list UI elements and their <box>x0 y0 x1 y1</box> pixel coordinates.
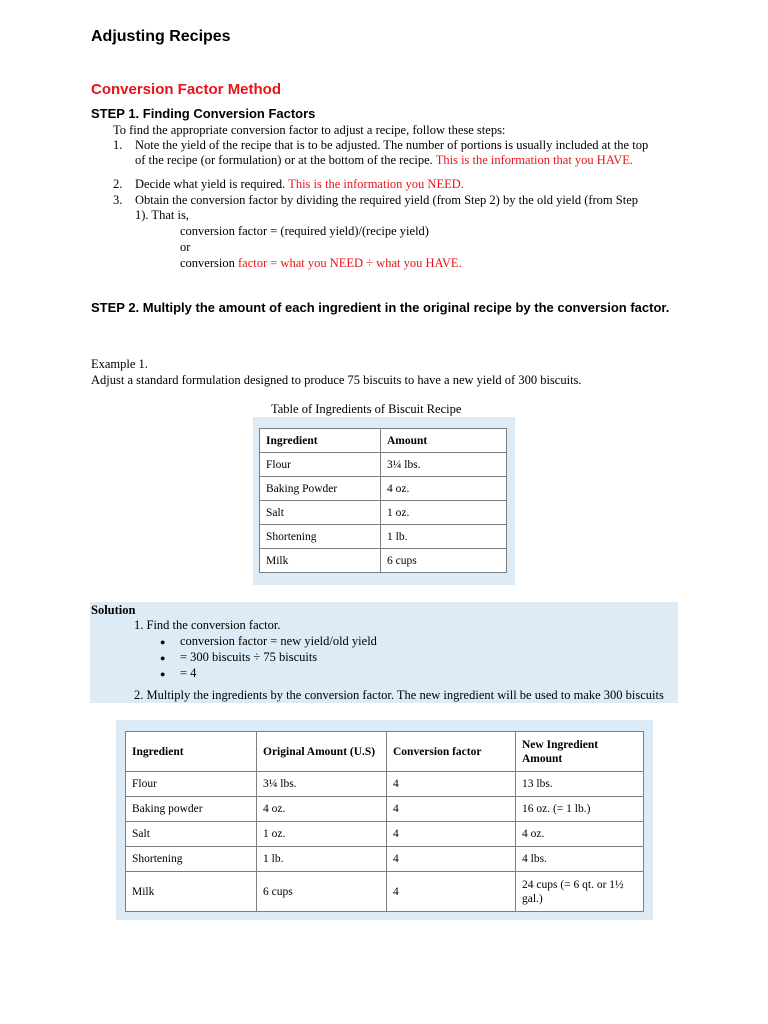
ingredients-table <box>259 428 507 573</box>
bullet-text: conversion factor = new yield/old yield <box>180 634 377 648</box>
item2-text: Decide what yield is required. <box>135 177 286 191</box>
formula2-highlight: factor = what you NEED ÷ what you HAVE. <box>237 256 462 270</box>
table-cell: Flour <box>260 453 381 477</box>
solution-label: Solution <box>91 603 136 617</box>
formula2-text: conversion <box>180 256 235 270</box>
table-cell: Baking Powder <box>260 477 381 501</box>
table-caption: Table of Ingredients of Biscuit Recipe <box>271 402 462 416</box>
step1-title: STEP 1. Finding Conversion Factors <box>91 106 316 121</box>
bullet-icon: ● <box>160 653 166 663</box>
table-row <box>126 872 644 912</box>
step2-title: STEP 2. Multiply the amount of each ingredient in the original recipe by the conversion factor. <box>91 300 670 315</box>
method-title: Conversion Factor Method <box>91 81 282 98</box>
table-cell: 4 <box>387 772 516 797</box>
table-header: Ingredient <box>260 429 381 453</box>
table-row <box>260 477 507 501</box>
table-header: Conversion factor <box>387 732 516 772</box>
table-cell: 4 oz. <box>381 477 507 501</box>
table-cell: Milk <box>126 872 257 912</box>
table-row <box>126 772 644 797</box>
table-row <box>260 501 507 525</box>
table-cell: 4 <box>387 847 516 872</box>
ingredients-table-panel <box>253 417 515 585</box>
step1-item-2 <box>113 177 673 192</box>
have-info-note: This is the information that you HAVE. <box>435 153 634 167</box>
table-cell: 13 lbs. <box>516 772 644 797</box>
table-row <box>126 822 644 847</box>
table-row <box>260 549 507 573</box>
item-number: 1. <box>113 138 123 152</box>
step1-intro: To find the appropriate conversion factor to adjust a recipe, follow these steps: <box>113 123 506 137</box>
solution-bullet <box>160 650 317 665</box>
table-row <box>126 847 644 872</box>
table-cell: 6 cups <box>381 549 507 573</box>
bullet-text: = 4 <box>180 666 197 680</box>
table-cell: 4 oz. <box>257 797 387 822</box>
example-text: Adjust a standard formulation designed to produce 75 biscuits to have a new yield of 300 biscuits. <box>91 373 582 387</box>
table-cell: Milk <box>260 549 381 573</box>
solution-step1: 1. Find the conversion factor. <box>134 618 281 632</box>
bullet-icon: ● <box>160 669 166 679</box>
result-table <box>125 731 644 912</box>
table-cell: 1 oz. <box>257 822 387 847</box>
table-cell: Shortening <box>260 525 381 549</box>
table-cell: Salt <box>260 501 381 525</box>
formula-1: conversion factor = (required yield)/(recipe yield) <box>180 224 429 238</box>
table-cell: Salt <box>126 822 257 847</box>
table-cell: Shortening <box>126 847 257 872</box>
table-header: Amount <box>381 429 507 453</box>
item1-line2: of the recipe (or formulation) or at the bottom of the recipe. <box>135 153 433 167</box>
formula-2 <box>180 256 462 271</box>
table-row <box>260 525 507 549</box>
table-row <box>260 453 507 477</box>
table-cell: 4 <box>387 822 516 847</box>
table-cell: 3¼ lbs. <box>381 453 507 477</box>
solution-bullet <box>160 634 377 649</box>
table-cell: 16 oz. (= 1 lb.) <box>516 797 644 822</box>
bullet-icon: ● <box>160 637 166 647</box>
table-cell: Flour <box>126 772 257 797</box>
need-info-note: This is the information you NEED. <box>288 177 464 191</box>
table-cell: 1 oz. <box>381 501 507 525</box>
table-cell: Baking powder <box>126 797 257 822</box>
solution-panel <box>90 602 678 703</box>
item1-line1: Note the yield of the recipe that is to be adjusted. The number of portions is usually included at the top <box>135 138 649 152</box>
table-header: New Ingredient Amount <box>516 732 644 772</box>
page-heading: Adjusting Recipes <box>91 28 231 45</box>
result-table-panel <box>116 720 653 920</box>
item-number: 2. <box>113 177 123 191</box>
solution-step2: 2. Multiply the ingredients by the conversion factor. The new ingredient will be used to make 300 biscuits <box>134 688 664 702</box>
table-cell: 24 cups (= 6 qt. or 1½ gal.) <box>516 872 644 912</box>
table-cell: 1 lb. <box>257 847 387 872</box>
solution-bullet <box>160 666 196 681</box>
table-cell: 4 <box>387 797 516 822</box>
table-cell: 6 cups <box>257 872 387 912</box>
item3-line1: Obtain the conversion factor by dividing the required yield (from Step 2) by the old yield (from Step <box>135 193 639 207</box>
table-header: Ingredient <box>126 732 257 772</box>
example-label: Example 1. <box>91 357 148 371</box>
table-cell: 4 lbs. <box>516 847 644 872</box>
table-header: Original Amount (U.S) <box>257 732 387 772</box>
item-number: 3. <box>113 193 123 207</box>
bullet-text: = 300 biscuits ÷ 75 biscuits <box>180 650 318 664</box>
table-cell: 4 <box>387 872 516 912</box>
table-row <box>126 797 644 822</box>
item3-line2: 1). That is, <box>135 208 189 222</box>
table-cell: 3¼ lbs. <box>257 772 387 797</box>
step1-item-1 <box>113 138 673 168</box>
formula-or: or <box>180 240 191 254</box>
table-cell: 4 oz. <box>516 822 644 847</box>
step1-item-3 <box>113 193 673 223</box>
table-cell: 1 lb. <box>381 525 507 549</box>
